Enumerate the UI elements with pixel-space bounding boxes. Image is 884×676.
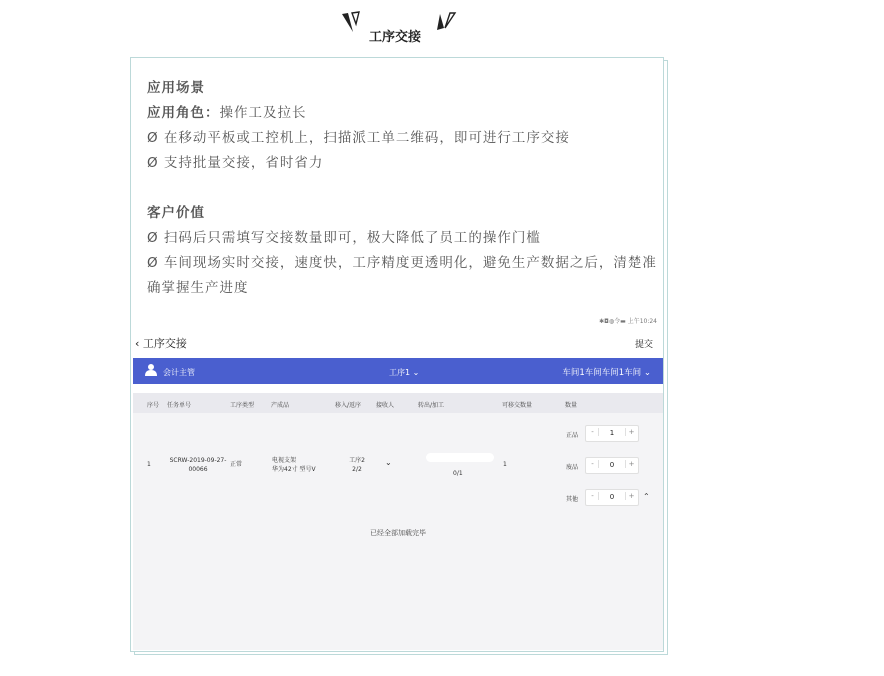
qty-stepper-scrap[interactable] bbox=[585, 457, 639, 474]
column-header: 任务单号 bbox=[167, 402, 192, 409]
column-header: 产成品 bbox=[271, 402, 290, 409]
table-header bbox=[133, 393, 663, 413]
cell-out-progress: 0/1 bbox=[453, 470, 463, 477]
qty-stepper-other[interactable] bbox=[585, 489, 639, 506]
qty-label-other: 其他 bbox=[566, 496, 579, 503]
qty-value[interactable]: 0 bbox=[609, 461, 615, 469]
table-body bbox=[133, 413, 663, 650]
content-card bbox=[130, 57, 664, 652]
chevron-down-icon: ⌄ bbox=[643, 368, 651, 378]
scenario-bullet: Ø 在移动平板或工控机上，扫描派工单二维码，即可进行工序交接 bbox=[147, 130, 570, 146]
column-header: 数量 bbox=[565, 402, 578, 409]
user-name: 会计主管 bbox=[163, 368, 195, 377]
product-line2: 华为42寸 型号V bbox=[272, 466, 316, 473]
progress-bar bbox=[426, 453, 494, 462]
plus-button[interactable]: + bbox=[625, 460, 637, 468]
quote-right-icon bbox=[434, 10, 458, 36]
task-no-line1: SCRW-2019-09-27- bbox=[169, 457, 227, 464]
filter-bar bbox=[133, 358, 663, 384]
user-icon bbox=[145, 363, 157, 376]
page-title: 工序交接 bbox=[369, 30, 422, 45]
workshop-select[interactable] bbox=[562, 366, 651, 378]
load-complete-text: 已经全部加载完毕 bbox=[370, 529, 426, 537]
role-label: 应用角色： bbox=[147, 105, 220, 121]
qty-label-good: 正品 bbox=[566, 432, 579, 439]
cell-index: 1 bbox=[147, 461, 151, 468]
product-line1: 电视支架 bbox=[272, 457, 297, 464]
section-header bbox=[338, 8, 468, 48]
back-button[interactable]: ‹ 工序交接 bbox=[135, 337, 187, 350]
plus-button[interactable]: + bbox=[625, 492, 637, 500]
app-screenshot bbox=[132, 313, 663, 650]
qty-value[interactable]: 0 bbox=[609, 493, 615, 501]
cell-product bbox=[272, 456, 316, 474]
minus-button[interactable]: - bbox=[587, 492, 599, 500]
description-text bbox=[147, 76, 657, 301]
move-line1: 工序2 bbox=[349, 457, 365, 464]
minus-button[interactable]: - bbox=[587, 428, 599, 436]
column-header: 转出/加工 bbox=[418, 402, 445, 409]
column-header: 可移交数量 bbox=[502, 402, 533, 409]
cell-process-type: 正常 bbox=[230, 461, 243, 468]
quote-left-icon bbox=[340, 10, 362, 36]
cell-move bbox=[347, 456, 367, 474]
move-line2: 2/2 bbox=[352, 466, 362, 473]
scenario-bullet: Ø 支持批量交接，省时省力 bbox=[147, 155, 324, 171]
column-header: 移入/返序 bbox=[335, 402, 362, 409]
receiver-dropdown-icon[interactable]: ⌄ bbox=[385, 458, 392, 467]
chevron-down-icon: ⌄ bbox=[412, 368, 420, 377]
task-no-line2: 00066 bbox=[188, 466, 208, 473]
cell-transferable: 1 bbox=[503, 461, 507, 468]
status-bar: ✱◘◍令▬ 上午10:24 bbox=[599, 318, 657, 325]
column-header: 工序类型 bbox=[230, 402, 255, 409]
workshop-select-value: 车间1车间车间1车间 bbox=[562, 368, 642, 378]
submit-button[interactable]: 提交 bbox=[634, 340, 653, 350]
column-header: 序号 bbox=[147, 402, 160, 409]
qty-stepper-good[interactable] bbox=[585, 425, 639, 442]
chevron-up-icon[interactable]: ⌃ bbox=[643, 492, 650, 501]
value-heading: 客户价值 bbox=[147, 205, 205, 221]
value-bullet: Ø 车间现场实时交接，速度快，工序精度更透明化，避免生产数据之后，清楚准确掌握生产进度 bbox=[147, 255, 657, 296]
cell-task-no bbox=[169, 456, 227, 474]
scenario-heading: 应用场景 bbox=[147, 80, 205, 96]
column-header: 接收人 bbox=[376, 402, 395, 409]
minus-button[interactable]: - bbox=[587, 460, 599, 468]
role-line bbox=[147, 101, 657, 126]
role-value: 操作工及拉长 bbox=[219, 105, 307, 121]
process-select[interactable] bbox=[389, 367, 419, 378]
process-select-value: 工序1 bbox=[389, 368, 411, 377]
value-bullet: Ø 扫码后只需填写交接数量即可，极大降低了员工的操作门槛 bbox=[147, 230, 541, 246]
app-topbar bbox=[132, 330, 663, 356]
plus-button[interactable]: + bbox=[625, 428, 637, 436]
back-label: 工序交接 bbox=[142, 337, 187, 350]
qty-label-scrap: 废品 bbox=[566, 464, 579, 471]
qty-value[interactable]: 1 bbox=[609, 429, 615, 437]
